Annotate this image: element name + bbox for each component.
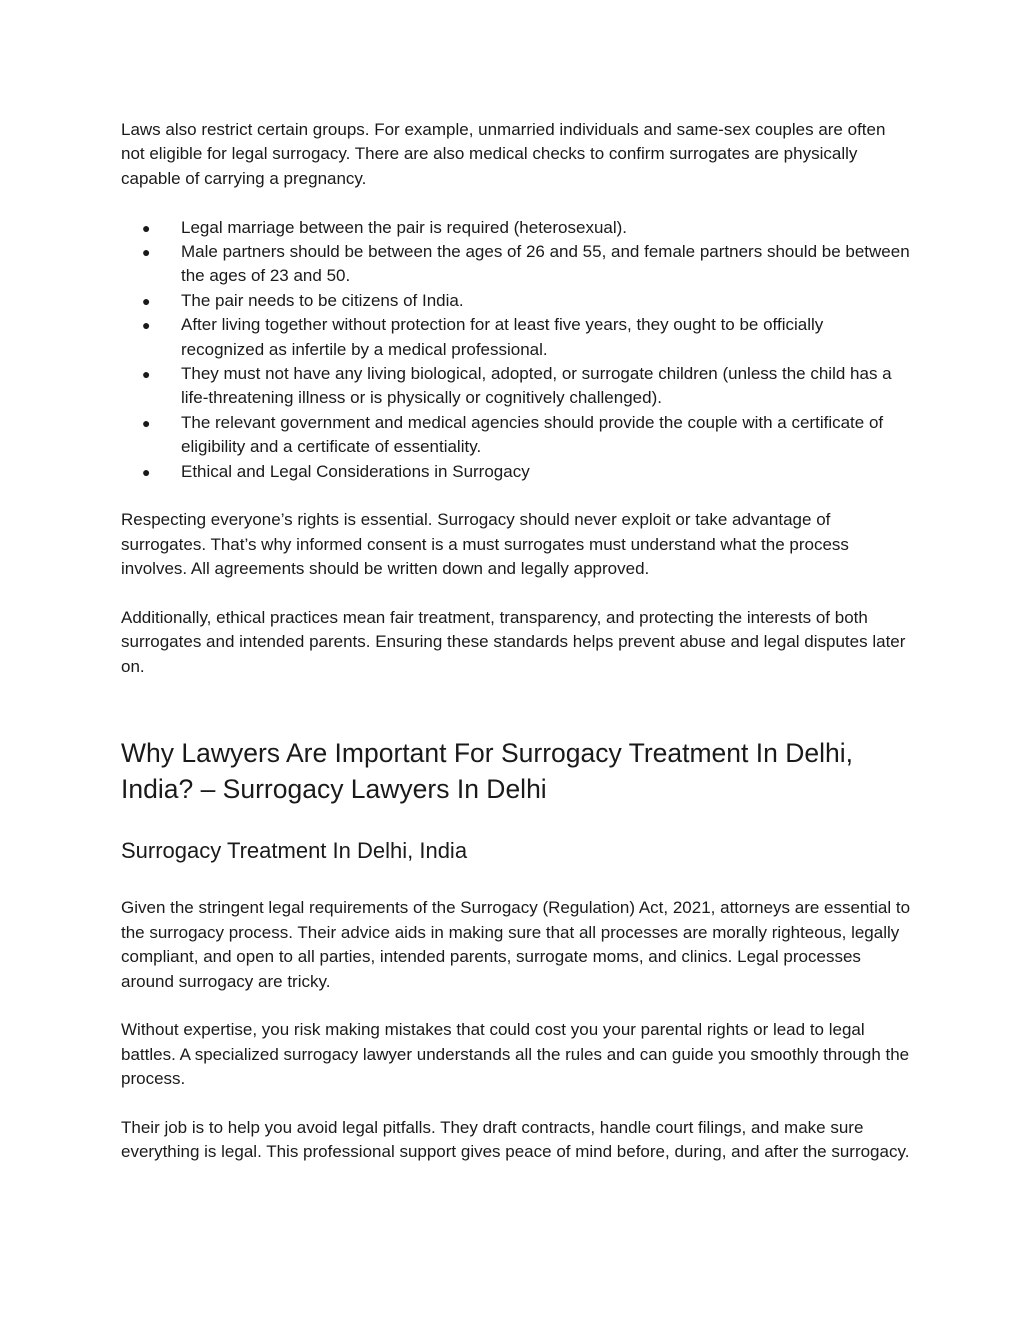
list-item [121, 216, 911, 240]
lawyers-paragraph: Without expertise, you risk making mistakes that could cost you your parental rights or lead to legal battles. A specialized surrogacy lawyer understands all the rules and can guide you smoothly through the process. [121, 1020, 910, 1089]
list-item [121, 289, 911, 313]
bullet-icon: ● [142, 244, 151, 261]
intro-paragraph: Laws also restrict certain groups. For example, unmarried individuals and same-sex couples are often not eligible for legal surrogacy. There are also medical checks to confirm surrogates are physically capable of carrying a pregnancy. [121, 120, 886, 188]
list-item [121, 460, 911, 484]
spacer [121, 191, 911, 215]
spacer [121, 994, 911, 1018]
list-item-text: Male partners should be between the ages of 26 and 55, and female partners should be between the ages of 23 and 50. [181, 242, 910, 286]
spacer [121, 866, 911, 896]
list-item [121, 362, 911, 411]
list-item-text: They must not have any living biological, adopted, or surrogate children (unless the child has a life-threatening illness or is physically or cognitively challenged). [181, 364, 892, 408]
section-subheading: Surrogacy Treatment In Delhi, India [121, 838, 468, 864]
spacer [121, 1092, 911, 1116]
section-heading: Why Lawyers Are Important For Surrogacy Treatment In Delhi, India? – Surrogacy Lawyers In Delhi [121, 738, 853, 805]
list-item-text: The pair needs to be citizens of India. [181, 290, 464, 310]
bullet-icon: ● [142, 463, 151, 480]
spacer [121, 679, 911, 735]
list-item-text: Ethical and Legal Considerations in Surrogacy [181, 461, 530, 481]
spacer [121, 484, 911, 508]
list-item [121, 411, 911, 460]
list-item [121, 313, 911, 362]
requirements-list [121, 216, 911, 484]
list-item-text: The relevant government and medical agencies should provide the couple with a certificate of eligibility and a certificate of essentiality. [181, 412, 884, 457]
ethics-paragraph: Respecting everyone’s rights is essential. Surrogacy should never exploit or take advantage of surrogates. That’s why informed consent is a must surrogates must understand what the process involves. All agreements should be written down and legally approved. [121, 510, 849, 579]
lawyers-paragraph: Given the stringent legal requirements of the Surrogacy (Regulation) Act, 2021, attorneys are essential to the surrogacy process. Their advice aids in making sure that all processes are morally righteous, legally compliant, and open to all parties, intended parents, surrogate moms, and clinics. Legal processes around surrogacy are tricky. [121, 898, 911, 991]
bullet-icon: ● [142, 292, 151, 309]
list-item-text: Legal marriage between the pair is required (heterosexual). [181, 217, 628, 237]
bullet-icon: ● [142, 366, 151, 383]
ethics-paragraph: Additionally, ethical practices mean fair treatment, transparency, and protecting the interests of both surrogates and intended parents. Ensuring these standards helps prevent abuse and legal disputes later on. [121, 608, 906, 676]
lawyers-paragraph: Their job is to help you avoid legal pitfalls. They draft contracts, handle court filings, and make sure everything is legal. This professional support gives peace of mind before, during, and after the surrogacy. [121, 1117, 910, 1162]
bullet-icon: ● [142, 219, 151, 236]
spacer [121, 582, 911, 606]
list-item-text: After living together without protection for at least five years, they ought to be officially recognized as infertile by a medical professional. [181, 315, 824, 359]
document-page [121, 118, 911, 1165]
list-item [121, 240, 911, 289]
bullet-icon: ● [142, 317, 151, 334]
bullet-icon: ● [142, 414, 151, 431]
spacer [121, 807, 911, 836]
